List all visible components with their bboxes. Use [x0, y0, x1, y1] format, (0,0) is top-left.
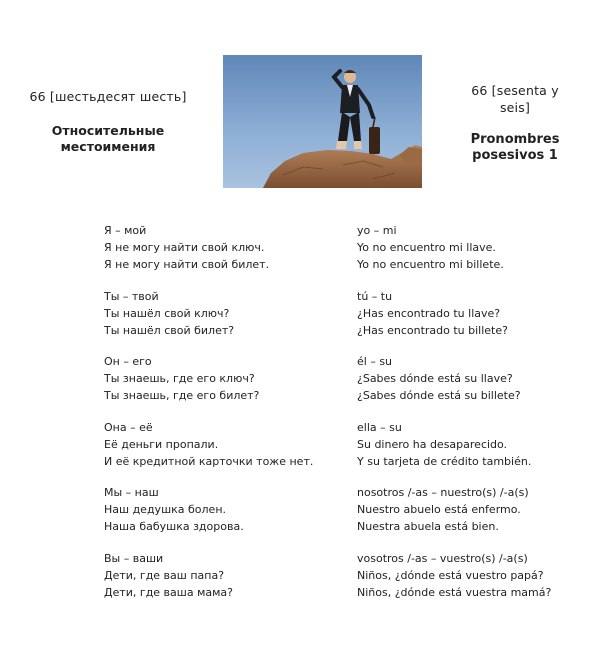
example-sentence: Nuestro abuelo está enfermo. [357, 503, 521, 517]
traveler-on-rock-photo [223, 55, 422, 188]
example-sentence: И её кредитной карточки тоже нет. [104, 454, 314, 468]
phrase-group [104, 550, 313, 601]
pronoun-pair: Ты – твой [104, 289, 159, 303]
pronoun-pair: Она – её [104, 420, 153, 434]
pronoun-pair: él – su [357, 355, 393, 369]
pronoun-pair: ella – su [357, 420, 402, 434]
phrase-group [104, 222, 313, 273]
phrase-group [357, 353, 551, 404]
topic-title-line: posesivos 1 [472, 148, 558, 163]
example-sentence: Ты нашёл свой ключ? [104, 306, 230, 320]
pronoun-pair: tú – tu [357, 289, 393, 303]
example-sentence: Дети, где ваша мама? [104, 585, 234, 599]
example-sentence: Yo no encuentro mi llave. [357, 241, 496, 254]
phrase-group [357, 419, 551, 470]
pronoun-pair: Он – его [104, 355, 152, 369]
example-sentence: Ты знаешь, где его ключ? [104, 372, 255, 386]
topic-title-russian [14, 123, 202, 155]
example-sentence: ¿Sabes dónde está su billete? [357, 389, 521, 403]
example-sentence: Её деньги пропали. [104, 437, 219, 451]
topic-title-line: местоимения [60, 139, 156, 154]
spanish-phrases-column [357, 222, 551, 601]
example-sentence: ¿Has encontrado tu billete? [357, 323, 508, 337]
example-sentence: Наша бабушка здорова. [104, 520, 244, 534]
example-sentence: Ты нашёл свой билет? [104, 323, 235, 337]
lesson-header-spanish [456, 82, 574, 164]
example-sentence: Дети, где ваш папа? [104, 568, 225, 582]
lesson-number-line: 66 [sesenta y [471, 83, 559, 98]
pronoun-pair: Я – мой [104, 224, 147, 237]
example-sentence: Y su tarjeta de crédito también. [357, 454, 532, 468]
pronoun-pair: yo – mi [357, 224, 397, 237]
example-sentence: Nuestra abuela está bien. [357, 520, 499, 534]
example-sentence: Ты знаешь, где его билет? [104, 389, 260, 403]
topic-title-line: Pronombres [470, 132, 560, 147]
phrase-group [104, 484, 313, 535]
phrase-group [357, 484, 551, 535]
example-sentence: Наш дедушка болен. [104, 503, 227, 517]
example-sentence: Я не могу найти свой билет. [104, 258, 270, 271]
example-sentence: Yo no encuentro mi billete. [357, 258, 504, 271]
example-sentence: Su dinero ha desaparecido. [357, 437, 508, 451]
pronoun-pair: vosotros /-as – vuestro(s) /-a(s) [357, 551, 528, 565]
lesson-header-russian [14, 88, 202, 155]
russian-phrases-column [104, 222, 313, 601]
topic-title-line: Относительные [51, 123, 165, 138]
example-sentence: Niños, ¿dónde está vuestro papá? [357, 568, 544, 582]
phrase-group [357, 550, 551, 601]
pronoun-pair: Мы – наш [104, 486, 159, 500]
lesson-number-spanish [456, 82, 574, 116]
phrase-group [104, 288, 313, 339]
topic-title-spanish [456, 132, 574, 164]
example-sentence: Я не могу найти свой ключ. [104, 241, 265, 254]
example-sentence: ¿Has encontrado tu llave? [357, 306, 501, 320]
example-sentence: ¿Sabes dónde está su llave? [357, 372, 513, 386]
pronoun-pair: nosotros /-as – nuestro(s) /-a(s) [357, 486, 529, 500]
example-sentence: Niños, ¿dónde está vuestra mamá? [357, 585, 552, 599]
lesson-number-line: seis] [499, 100, 531, 115]
pronoun-pair: Вы – ваши [104, 551, 164, 565]
phrase-group [357, 222, 551, 273]
lesson-number-russian: 66 [шестьдесят шесть] [29, 89, 187, 104]
phrase-group [357, 288, 551, 339]
phrase-group [104, 353, 313, 404]
phrase-group [104, 419, 313, 470]
